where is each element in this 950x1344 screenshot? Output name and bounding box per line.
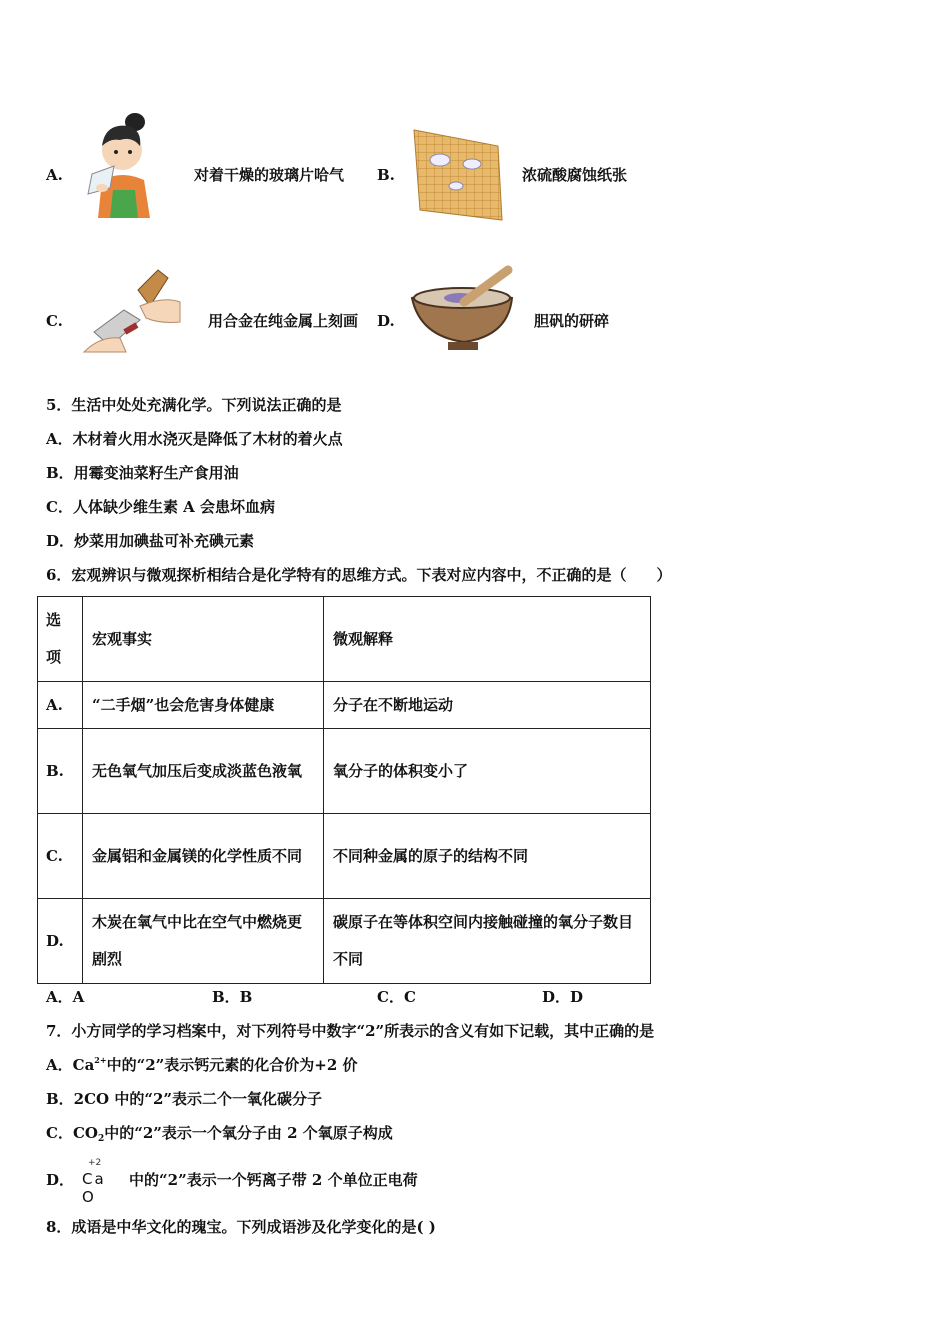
option-a-text: 中的“2”表示钙元素的化合价为+2 价 (106, 1056, 358, 1074)
table-header-row (38, 597, 651, 682)
row-micro-cell: 不同种金属的原子的结构不同 (324, 814, 651, 899)
question-7-stem: 7．小方同学的学习档案中，对下列符号中数字“2”所表示的含义有如下记载，其中正确的是 (46, 1022, 655, 1040)
row-option-cell: C. (38, 814, 83, 899)
option-a-text: 对着干燥的玻璃片哈气 (194, 166, 345, 184)
header-option-line2: 项 (46, 648, 62, 666)
question-7-option-c (46, 1123, 393, 1146)
option-b-text: 浓硫酸腐蚀纸张 (522, 166, 628, 184)
option-c-formula: C．CO (46, 1124, 98, 1142)
question-7-option-d-label: D． (46, 1171, 75, 1189)
row-macro-cell: 木炭在氧气中比在空气中燃烧更剧烈 (83, 899, 324, 984)
question-6-answer-c: C．C (377, 988, 416, 1006)
header-micro-cell: 微观解释 (324, 597, 651, 682)
question-5-option-b: B．用霉变油菜籽生产食用油 (46, 464, 239, 482)
question-5-option-d: D．炒菜用加碘盐可补充碘元素 (46, 532, 255, 550)
option-label-a: A. (46, 166, 63, 184)
table-row (38, 814, 651, 899)
alloy-scratching-metal-illustration (80, 266, 184, 356)
row-macro-cell: 金属铝和金属镁的化学性质不同 (83, 814, 324, 899)
cao-formula: Ca O (82, 1170, 106, 1206)
question-6-answer-a: A．A (46, 988, 85, 1006)
header-macro-cell: 宏观事实 (83, 597, 324, 682)
question-5-option-c: C．人体缺少维生素 A 会患坏血病 (46, 498, 276, 516)
question-7-option-d-text: 中的“2”表示一个钙离子带 2 个单位正电荷 (129, 1171, 418, 1189)
option-c-text: 用合金在纯金属上刻画 (208, 312, 359, 330)
row-macro-cell: 无色氧气加压后变成淡蓝色液氧 (83, 729, 324, 814)
question-6-table (37, 596, 651, 984)
corroded-paper-illustration (410, 128, 504, 222)
question-7-option-b: B．2CO 中的“2”表示二个一氧化碳分子 (46, 1090, 323, 1108)
row-option-cell: D. (38, 899, 83, 984)
mortar-and-pestle-illustration (408, 262, 518, 358)
row-option-cell: A. (38, 682, 83, 729)
row-micro-cell: 碳原子在等体积空间内接触碰撞的氧分子数目不同 (324, 899, 651, 984)
option-a-formula: A．Ca (46, 1056, 95, 1074)
header-option-line1: 选 (46, 611, 62, 629)
table-row (38, 729, 651, 814)
table-row (38, 682, 651, 729)
row-micro-cell: 分子在不断地运动 (324, 682, 651, 729)
row-micro-cell: 氧分子的体积变小了 (324, 729, 651, 814)
table-row (38, 899, 651, 984)
row-option-cell: B. (38, 729, 83, 814)
option-c-subscript: 2 (97, 1134, 105, 1144)
option-label-c: C. (46, 312, 63, 330)
girl-breathing-on-glass-illustration (80, 108, 160, 220)
option-d-text: 胆矾的研碎 (534, 312, 610, 330)
question-5-stem: 5．生活中处处充满化学。下列说法正确的是 (46, 396, 342, 414)
valence-superscript: +2 (88, 1158, 102, 1168)
calcium-oxide-valence-formula (82, 1158, 122, 1206)
question-5-option-a: A．木材着火用水浇灭是降低了木材的着火点 (46, 430, 343, 448)
header-option-cell (38, 597, 83, 682)
row-macro-cell: “二手烟”也会危害身体健康 (83, 682, 324, 729)
option-a-superscript: 2+ (94, 1055, 107, 1065)
option-label-d: D. (377, 312, 395, 330)
option-c-text: 中的“2”表示一个氧分子由 2 个氧原子构成 (104, 1124, 393, 1142)
question-8-stem: 8．成语是中华文化的瑰宝。下列成语涉及化学变化的是( ) (46, 1218, 436, 1236)
question-6-answer-d: D．D (542, 988, 584, 1006)
question-7-option-a (46, 1055, 358, 1077)
question-6-stem: 6．宏观辨识与微观探析相结合是化学特有的思维方式。下表对应内容中，不正确的是（ ） (46, 566, 672, 584)
question-6-answer-b: B．B (212, 988, 253, 1006)
option-label-b: B. (377, 166, 395, 184)
